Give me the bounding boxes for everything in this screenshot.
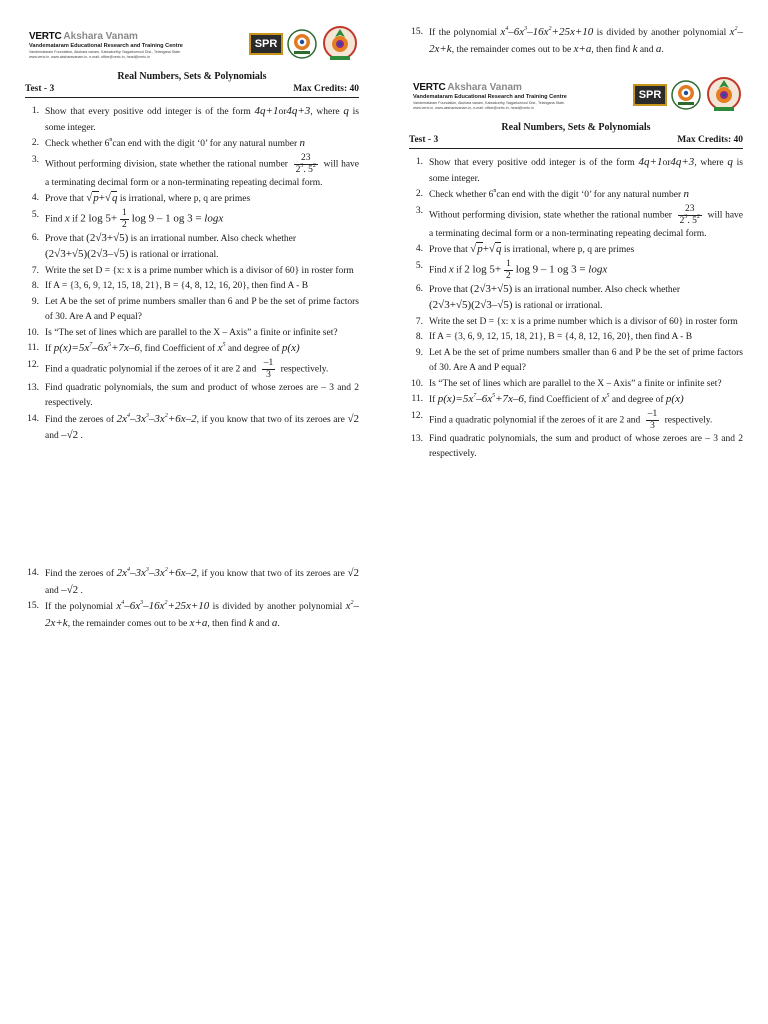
emblem-logo-icon <box>286 27 318 61</box>
test-info-row: Test - 3 Max Credits: 40 <box>409 134 743 149</box>
akshara-logo-icon <box>705 76 743 114</box>
question-list-top <box>409 25 743 58</box>
question-10: 10. Is “The set of lines which are parallel to the X – Axis” a finite or infinite set? <box>411 378 722 389</box>
max-credits: Max Credits: 40 <box>293 84 359 94</box>
question-4: 4. Prove that √p+√q is irrational, where p, q are primes <box>415 243 635 255</box>
question-7: 7. Write the set D = {x: x is a prime number which is a divisor of 60} in roster form <box>31 265 354 276</box>
page-title: Real Numbers, Sets & Polynomials <box>501 122 651 133</box>
org-name: Vandemataram Educational Research and Training Centre <box>29 43 183 49</box>
question-7: 7. Write the set D = {x: x is a prime number which is a divisor of 60} in roster form <box>415 316 738 327</box>
question-15: 15. If the polynomial $x^4-6x^3-16x^2+25x+10$ is divided by another polynomial $x^2-2x+k$, the remainder comes out to be x+a, then find k and a. <box>27 600 360 629</box>
question-12: 12. Find a quadratic polynomial if the zeroes of it are 2 and $\frac{-1}{3}$ respectively. <box>27 357 329 380</box>
question-2: 2. Check whether 6$^n$can end with the digit ‘0’ for any natural number n <box>31 137 305 149</box>
question-8: 8. If A = {3, 6, 9, 12, 15, 18, 21}, B = {4, 8, 12, 16, 20}, then find A - B <box>31 281 309 291</box>
question-9: 9. Let A be the set of prime numbers smaller than 6 and P be the set of prime factors of 30. Are A and P equal? <box>415 347 743 373</box>
question-13: 13. Find quadratic polynomials, the sum and product of whose zeroes are – 3 and 2 respectively. <box>411 433 743 459</box>
question-5: 5. Find x if 2 log 5+ $\frac{1}{2}$ log 9 – 1 og 3 = logx <box>31 207 224 230</box>
question-6: 6. Prove that (2√3+√5) is an irrational number. Also check whether (2√3+√5)(2√3–√5) is rational or irrational. <box>31 231 297 260</box>
akshara-logo-icon <box>321 25 359 63</box>
question-9: 9. Let A be the set of prime numbers smaller than 6 and P be the set of prime factors of 30. Are A and P equal? <box>31 296 359 322</box>
letterhead <box>25 25 359 67</box>
question-11: 11. If $p(x)=5x^7-6x^5+7x-6$, find Coefficient of $x^5$ and degree of p(x) <box>411 393 684 405</box>
question-2: 2. Check whether 6$^n$can end with the digit ‘0’ for any natural number n <box>415 188 689 200</box>
left-column <box>25 25 359 445</box>
question-list-right <box>409 155 743 463</box>
brand-block-right: VERTC Akshara Vanam Vandemataram Educational Research and Training Centre Vandemataram Foundation, Akshara vanam, Kalwakurthy, Nagarkurnool Dist., Telangana State. www.vertc.in, www.aksharavanam.in, e-mail: office@vertc.in, head@vertc.in <box>413 82 567 110</box>
test-info-row <box>25 83 359 98</box>
question-3: 3. Without performing division, state whether the rational number $\frac{23}{2^3. 5^2}$ will have a terminating decimal form or a non-terminating repeating decimal form. <box>415 203 744 239</box>
question-list-continued <box>25 566 359 632</box>
question-6: 6. Prove that (2√3+√5) is an irrational number. Also check whether (2√3+√5)(2√3–√5) is rational or irrational. <box>415 282 681 311</box>
brand-akshara: Akshara Vanam <box>63 31 138 42</box>
question-1: 1. Show that every positive odd integer is of the form 4q+1or4q+3, where q is some integer. <box>415 156 743 184</box>
question-list <box>25 104 359 445</box>
question-5: 5. Find x if 2 log 5+ $\frac{1}{2}$ log 9 – 1 og 3 = logx <box>415 258 608 281</box>
brand-block <box>29 31 183 60</box>
page-title: Real Numbers, Sets & Polynomials <box>117 71 267 82</box>
brand-vertc: VERTC <box>29 31 62 42</box>
right-column <box>409 76 743 463</box>
question-14-repeat: 14. Find the zeroes of $2x^4-3x^3-3x^2+6x-2$, if you know that two of its zeroes are √2 and –√2 . <box>27 567 360 596</box>
question-12: 12. Find a quadratic polynomial if the zeroes of it are 2 and $\frac{-1}{3}$ respectively. <box>411 408 713 431</box>
letterhead-right <box>409 76 743 118</box>
logo-group-right <box>633 76 743 114</box>
question-1: 1. Show that every positive odd integer is of the form 4q+1or4q+3, where q is some integer. <box>31 105 359 133</box>
logo-group <box>249 25 359 63</box>
spr-logo: SPR <box>633 84 667 106</box>
right-top-continuation <box>409 25 743 58</box>
question-11: 11. If $p(x)=5x^7-6x^5+7x-6$, find Coefficient of $x^5$ and degree of p(x) <box>27 342 300 354</box>
question-13: 13. Find quadratic polynomials, the sum and product of whose zeroes are – 3 and 2 respectively. <box>27 382 359 408</box>
question-3: 3. Without performing division, state whether the rational number $\frac{23}{2^3. 5^2}$ will have a terminating decimal form or a non-terminating repeating decimal form. <box>31 152 360 188</box>
spr-logo: SPR <box>249 33 283 55</box>
test-label: Test - 3 <box>25 84 55 94</box>
emblem-logo-icon <box>670 78 702 112</box>
org-contact: www.vertc.in, www.aksharavanam.in, e-mail: office@vertc.in, head@vertc.in <box>29 55 150 59</box>
question-15-top: 15. If the polynomial $x^4-6x^3-16x^2+25x+10$ is divided by another polynomial $x^2-2x+k$, the remainder comes out to be x+a, then find k and a. <box>411 26 744 55</box>
question-10: 10. Is “The set of lines which are parallel to the X – Axis” a finite or infinite set? <box>27 327 338 338</box>
question-8: 8. If A = {3, 6, 9, 12, 15, 18, 21}, B = {4, 8, 12, 16, 20}, then find A - B <box>415 332 693 342</box>
question-4: 4. Prove that √p+√q is irrational, where p, q are primes <box>31 192 251 204</box>
question-14: 14. Find the zeroes of $2x^4-3x^3-3x^2+6x-2$, if you know that two of its zeroes are √2 and –√2 . <box>27 412 360 441</box>
org-address: Vandemataram Foundation, Akshara vanam, Kalwakurthy, Nagarkurnool Dist., Telangana State. <box>29 50 182 54</box>
left-continuation <box>25 566 359 632</box>
